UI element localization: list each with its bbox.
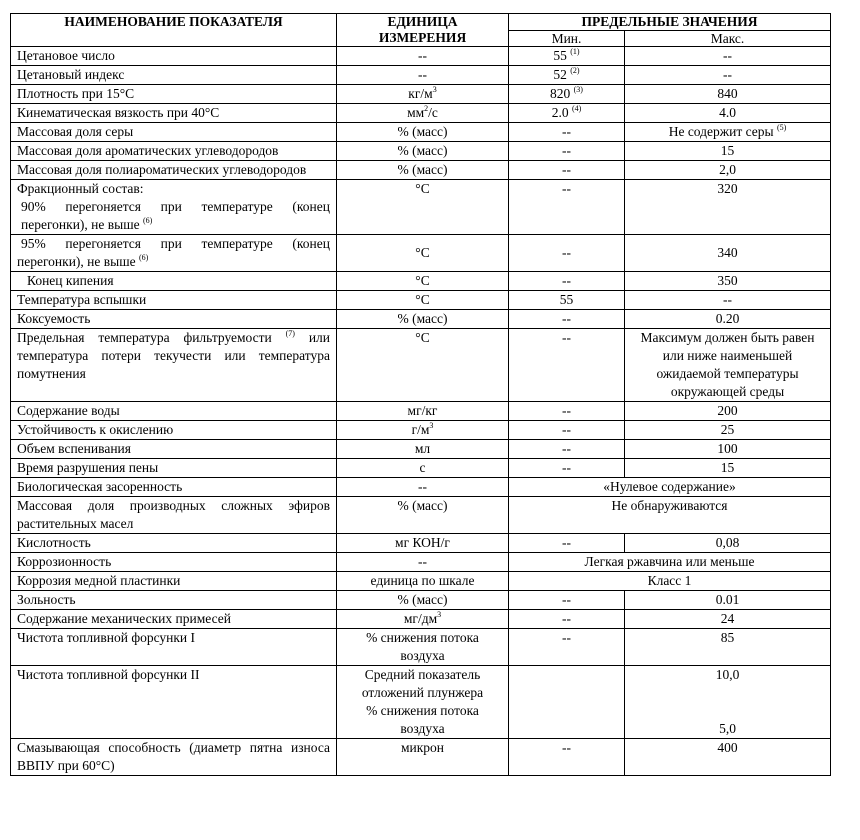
row-max: 0,08 xyxy=(625,534,831,553)
table-row xyxy=(11,572,831,591)
row-min: -- xyxy=(509,629,625,666)
row-min: -- xyxy=(509,272,625,291)
row-min: -- xyxy=(509,180,625,235)
row-unit: % снижения потока воздуха xyxy=(337,629,509,666)
row-unit: °C xyxy=(337,329,509,402)
row-name: Массовая доля ароматических углеводородов xyxy=(11,142,337,161)
row-min: -- xyxy=(509,459,625,478)
row-unit: Средний показатель отложений плунжера % снижения потока воздуха xyxy=(337,666,509,739)
row-max: 840 xyxy=(625,85,831,104)
table-row xyxy=(11,142,831,161)
fuel-specification-table xyxy=(10,13,831,776)
row-name: Устойчивость к окислению xyxy=(11,421,337,440)
row-unit: -- xyxy=(337,66,509,85)
table-row xyxy=(11,291,831,310)
row-name: Цетановое число xyxy=(11,47,337,66)
row-min: 55 $^{(1)}$ xyxy=(509,47,625,66)
row-unit: % (масс) xyxy=(337,161,509,180)
row-name: Время разрушения пены xyxy=(11,459,337,478)
row-name: Плотность при 15°C xyxy=(11,85,337,104)
row-max: 15 xyxy=(625,459,831,478)
row-limit-span: Класс 1 xyxy=(509,572,831,591)
table-row xyxy=(11,66,831,85)
row-min: -- xyxy=(509,329,625,402)
table-row xyxy=(11,534,831,553)
row-min: -- xyxy=(509,123,625,142)
footnote-marker: (5) xyxy=(776,123,787,132)
row-max-second: 5,0 xyxy=(719,721,736,736)
row-name: Массовая доля производных сложных эфиров растительных масел xyxy=(11,497,337,534)
row-max: 0.20 xyxy=(625,310,831,329)
row-name: Объем вспенивания xyxy=(11,440,337,459)
row-unit: % (масс) xyxy=(337,310,509,329)
table-row xyxy=(11,329,831,402)
row-name: Чистота топливной форсунки II xyxy=(11,666,337,739)
row-min: 55 xyxy=(509,291,625,310)
row-max: 350 xyxy=(625,272,831,291)
row-max: 24 xyxy=(625,610,831,629)
row-limit-span: Легкая ржавчина или меньше xyxy=(509,553,831,572)
table-row xyxy=(11,272,831,291)
row-unit: °C xyxy=(337,180,509,235)
row-name: Конец кипения xyxy=(11,272,337,291)
row-name: Содержание воды xyxy=(11,402,337,421)
row-name: Смазывающая способность (диаметр пятна износа ВВПУ при 60°C) xyxy=(11,739,337,776)
header-name: НАИМЕНОВАНИЕ ПОКАЗАТЕЛЯ xyxy=(11,14,337,47)
row-max: 4.0 xyxy=(625,104,831,123)
row-max: 320 xyxy=(625,180,831,235)
row-min: -- xyxy=(509,534,625,553)
row-min: -- xyxy=(509,440,625,459)
row-name: Кислотность xyxy=(11,534,337,553)
row-unit: -- xyxy=(337,553,509,572)
row-min: 52 $^{(2)}$ xyxy=(509,66,625,85)
row-unit: % (масс) xyxy=(337,123,509,142)
table-row xyxy=(11,85,831,104)
header-max: Макс. xyxy=(625,31,831,47)
table-row xyxy=(11,610,831,629)
row-limit-span: «Нулевое содержание» xyxy=(509,478,831,497)
table-row xyxy=(11,553,831,572)
table-row xyxy=(11,310,831,329)
row-name: Кинематическая вязкость при 40°C xyxy=(11,104,337,123)
footnote-marker: (3) xyxy=(573,85,583,94)
row-unit: °C xyxy=(337,291,509,310)
row-max: 0.01 xyxy=(625,591,831,610)
row-max: Максимум должен быть равен или ниже наименьшей ожидаемой температуры окружающей среды xyxy=(625,329,831,402)
header-row xyxy=(11,14,831,31)
row-unit: -- xyxy=(337,47,509,66)
table-row xyxy=(11,440,831,459)
row-unit: микрон xyxy=(337,739,509,776)
row-unit: единица по шкале xyxy=(337,572,509,591)
row-unit: $мм^2/с$ xyxy=(337,104,509,123)
row-unit: % (масс) xyxy=(337,142,509,161)
footnote-marker: (4) xyxy=(571,104,582,113)
row-unit: % (масс) xyxy=(337,497,509,534)
row-unit: мг/кг xyxy=(337,402,509,421)
footnote-marker: (6) xyxy=(142,216,153,225)
row-name: Массовая доля полиароматических углеводородов xyxy=(11,161,337,180)
row-min: -- xyxy=(509,610,625,629)
table-row xyxy=(11,629,831,666)
header-min: Мин. xyxy=(509,31,625,47)
row-max: -- xyxy=(625,291,831,310)
row-min: 820 $^{(3)}$ xyxy=(509,85,625,104)
table-row xyxy=(11,402,831,421)
row-unit: °C xyxy=(337,272,509,291)
row-unit: $г/м^3$ xyxy=(337,421,509,440)
row-min: -- xyxy=(509,591,625,610)
table-row xyxy=(11,459,831,478)
row-max: 85 xyxy=(625,629,831,666)
specification-table-wrapper xyxy=(10,13,830,776)
row-max: 400 xyxy=(625,739,831,776)
row-unit: $кг/м^3$ xyxy=(337,85,509,104)
table-row xyxy=(11,666,831,739)
table-row xyxy=(11,180,831,235)
table-row xyxy=(11,161,831,180)
row-name: Фракционный состав: 90% перегоняется при температуре (конец перегонки), не выше $^{(6)}$ xyxy=(11,180,337,235)
row-name: Коррозия медной пластинки xyxy=(11,572,337,591)
row-min: -- xyxy=(509,142,625,161)
table-row xyxy=(11,47,831,66)
superscript: 3 xyxy=(429,421,434,430)
row-min xyxy=(509,666,625,739)
superscript: 3 xyxy=(432,85,437,94)
row-unit: % (масс) xyxy=(337,591,509,610)
row-limit-span: Не обнаруживаются xyxy=(509,497,831,534)
row-name: Температура вспышки xyxy=(11,291,337,310)
row-max: 25 xyxy=(625,421,831,440)
row-min: -- xyxy=(509,421,625,440)
row-name: 95% перегоняется при температуре (конец перегонки), не выше $^{(6)}$ xyxy=(11,235,337,272)
row-name: Чистота топливной форсунки I xyxy=(11,629,337,666)
table-row xyxy=(11,478,831,497)
header-limits: ПРЕДЕЛЬНЫЕ ЗНАЧЕНИЯ xyxy=(509,14,831,31)
row-max: Не содержит серы $^{(5)}$ xyxy=(625,123,831,142)
row-max: 2,0 xyxy=(625,161,831,180)
row-min: 2.0 $^{(4)}$ xyxy=(509,104,625,123)
table-row xyxy=(11,104,831,123)
row-unit: $мг/дм^3$ xyxy=(337,610,509,629)
table-row xyxy=(11,739,831,776)
row-name: Содержание механических примесей xyxy=(11,610,337,629)
row-unit: мг КОН/г xyxy=(337,534,509,553)
footnote-marker: (7) xyxy=(285,329,295,338)
header-unit: ЕДИНИЦА ИЗМЕРЕНИЯ xyxy=(337,14,509,47)
row-min: -- xyxy=(509,402,625,421)
footnote-marker: (6) xyxy=(138,253,149,262)
footnote-marker: (2) xyxy=(570,66,580,75)
row-max: 200 xyxy=(625,402,831,421)
row-name: Биологическая засоренность xyxy=(11,478,337,497)
row-min: -- xyxy=(509,161,625,180)
table-row xyxy=(11,123,831,142)
table-row xyxy=(11,591,831,610)
table-row xyxy=(11,421,831,440)
row-unit: с xyxy=(337,459,509,478)
row-min: -- xyxy=(509,739,625,776)
row-unit-second: % снижения потока воздуха xyxy=(366,703,479,736)
row-name: Зольность xyxy=(11,591,337,610)
row-min: -- xyxy=(509,310,625,329)
row-name: Коррозионность xyxy=(11,553,337,572)
row-max: 340 xyxy=(625,235,831,272)
row-max: 15 xyxy=(625,142,831,161)
row-max: -- xyxy=(625,66,831,85)
row-subname: 90% перегоняется при температуре (конец перегонки), не выше $^{(6)}$ xyxy=(21,199,330,232)
superscript: 2 xyxy=(424,104,429,113)
row-name: Цетановый индекс xyxy=(11,66,337,85)
row-min: -- xyxy=(509,235,625,272)
table-row xyxy=(11,497,831,534)
row-unit: °C xyxy=(337,235,509,272)
row-unit: мл xyxy=(337,440,509,459)
row-unit: -- xyxy=(337,478,509,497)
row-name: Предельная температура фильтруемости $^{(7)}$ или температура потери текучести или температура помутнения xyxy=(11,329,337,402)
row-name: Коксуемость xyxy=(11,310,337,329)
row-name: Массовая доля серы xyxy=(11,123,337,142)
row-max: 100 xyxy=(625,440,831,459)
row-max: -- xyxy=(625,47,831,66)
footnote-marker: (1) xyxy=(570,47,580,56)
superscript: 3 xyxy=(437,610,442,619)
table-row xyxy=(11,235,831,272)
row-max: 10,0 5,0 xyxy=(625,666,831,739)
